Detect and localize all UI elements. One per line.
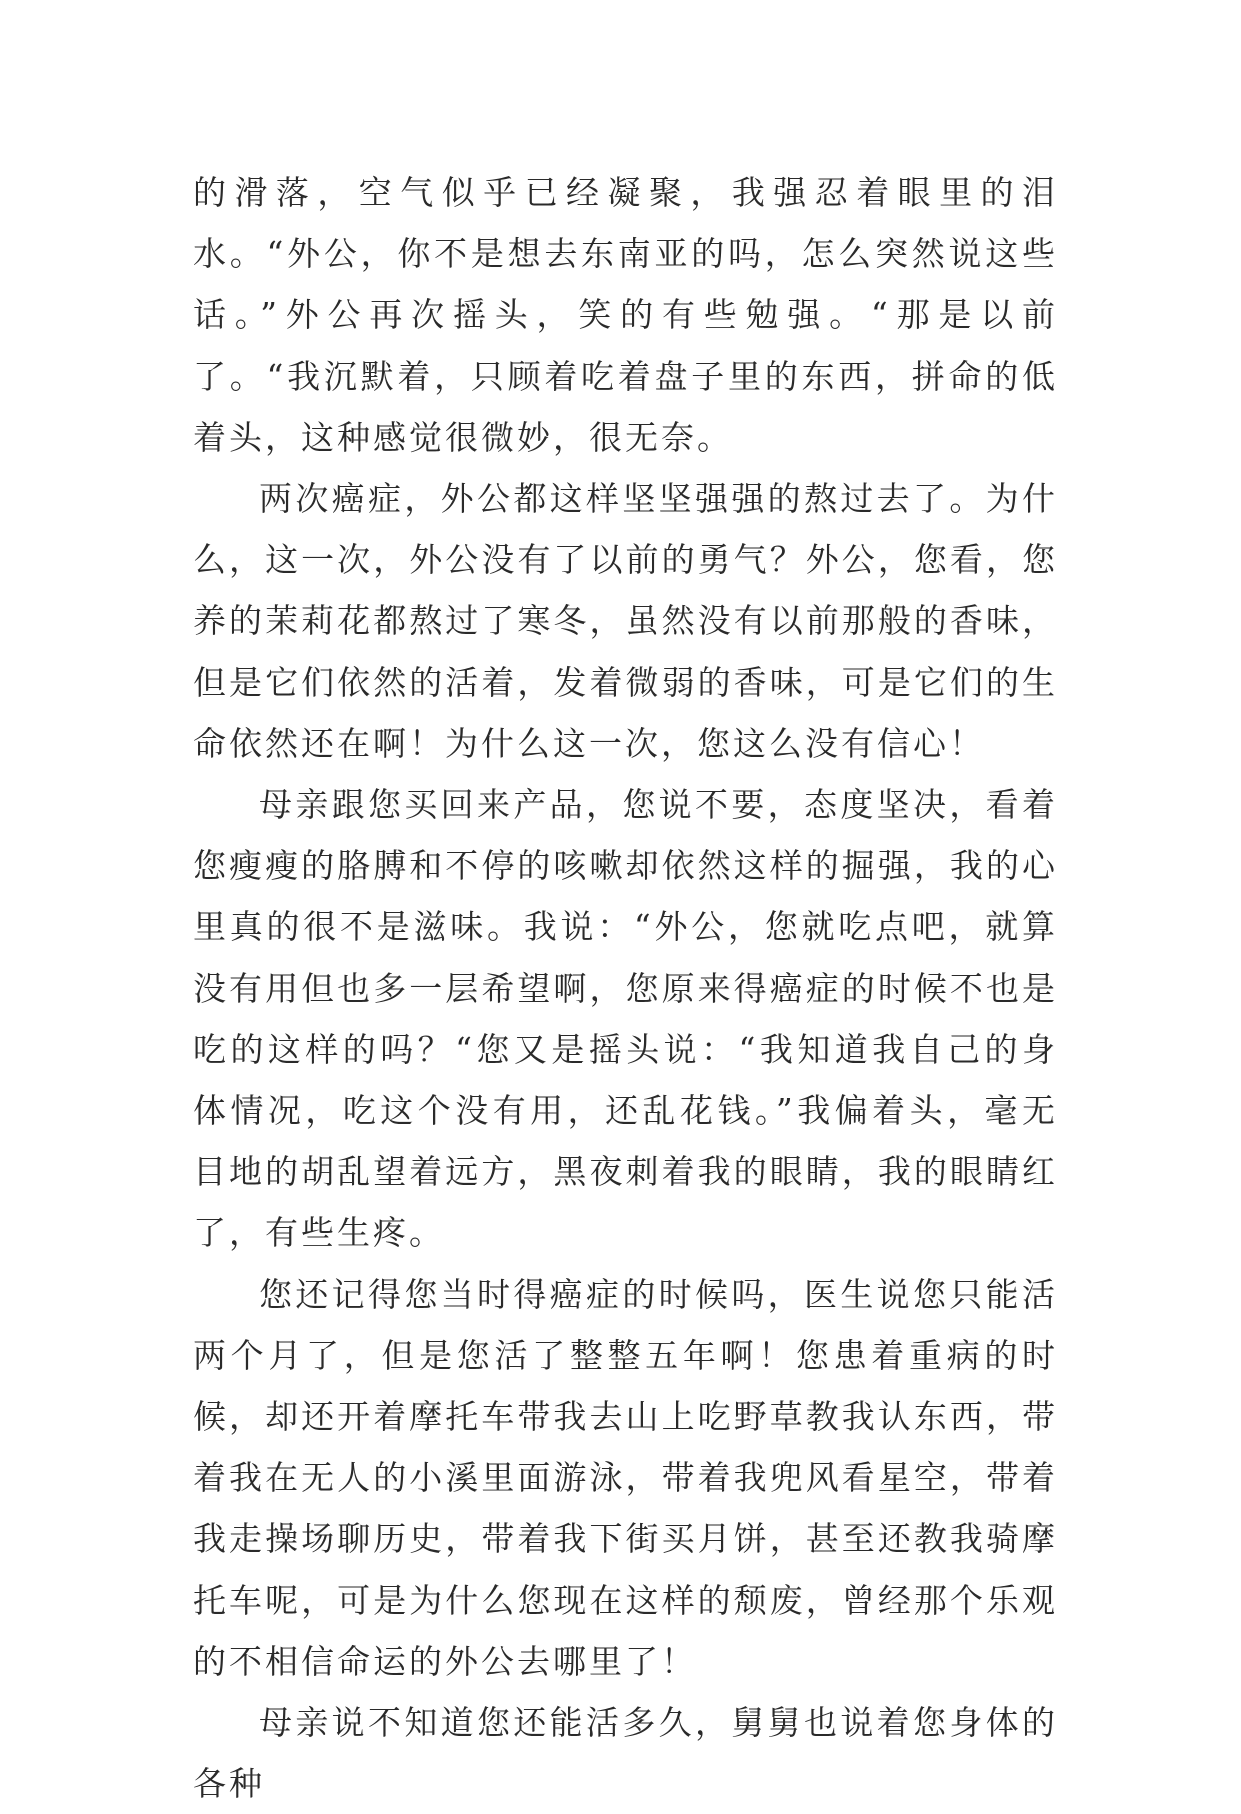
paragraph-2: 两次癌症，外公都这样坚坚强强的熬过去了。为什么，这一次，外公没有了以前的勇气？外公，您看，您养的茉莉花都熬过了寒冬，虽然没有以前那般的香味，但是它们依然的活着，发着微弱的香味，可是它们的生命依然还在啊！为什么这一次，您这么没有信心！ (193, 479, 1058, 763)
document-body (193, 162, 1058, 1814)
paragraph-1: 的滑落，空气似乎已经凝聚，我强忍着眼里的泪水。“外公，你不是想去东南亚的吗，怎么突然说这些话。”外公再次摇头，笑的有些勉强。“那是以前了。“我沉默着，只顾着吃着盘子里的东西，拼命的低着头，这种感觉很微妙，很无奈。 (193, 173, 1058, 457)
paragraph-5: 母亲说不知道您还能活多久，舅舅也说着您身体的各种 (193, 1703, 1058, 1804)
paragraph-3: 母亲跟您买回来产品，您说不要，态度坚决，看着您瘦瘦的胳膊和不停的咳嗽却依然这样的掘强，我的心里真的很不是滋味。我说：“外公，您就吃点吧，就算没有用但也多一层希望啊，您原来得癌症的时候不也是吃的这样的吗？“您又是摇头说：“我知道我自己的身体情况，吃这个没有用，还乱花钱。”我偏着头，毫无目地的胡乱望着远方，黑夜刺着我的眼睛，我的眼睛红了，有些生疼。 (193, 785, 1058, 1253)
paragraph-4: 您还记得您当时得癌症的时候吗，医生说您只能活两个月了，但是您活了整整五年啊！您患着重病的时候，却还开着摩托车带我去山上吃野草教我认东西，带着我在无人的小溪里面游泳，带着我兜风看星空，带着我走操场聊历史，带着我下街买月饼，甚至还教我骑摩托车呢，可是为什么您现在这样的颓废，曾经那个乐观的不相信命运的外公去哪里了！ (193, 1274, 1058, 1681)
